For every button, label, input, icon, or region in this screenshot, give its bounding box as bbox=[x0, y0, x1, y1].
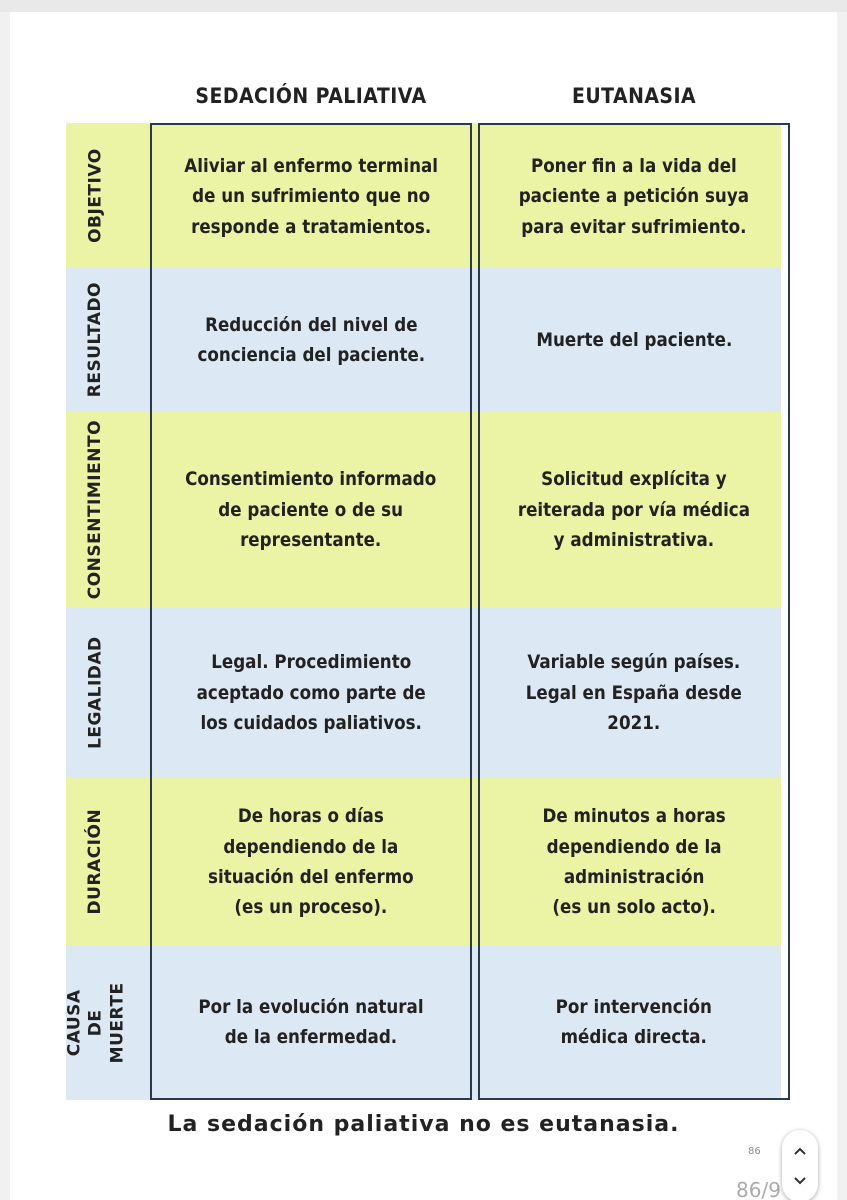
cell-sedacion-consentimiento bbox=[152, 412, 470, 608]
row-label-duracion bbox=[66, 778, 126, 946]
cell-text: Muerte del paciente. bbox=[536, 328, 732, 351]
chevron-down-icon bbox=[793, 1176, 807, 1186]
row-label-consentimiento bbox=[66, 412, 126, 608]
row-label-objetivo bbox=[66, 123, 126, 268]
cell-text: Reducción del nivel de conciencia del paciente. bbox=[197, 313, 425, 366]
cell-text: Variable según países. Legal en España desde 2021. bbox=[525, 651, 743, 735]
cell-eutanasia-causa bbox=[480, 946, 788, 1098]
chevron-up-icon bbox=[793, 1146, 807, 1156]
row-label-text: OBJETIVO bbox=[85, 148, 106, 243]
page-scroll-control bbox=[782, 1130, 818, 1200]
cell-eutanasia-objetivo bbox=[480, 125, 788, 268]
row-label-causa bbox=[66, 946, 126, 1100]
cell-text: Solicitud explícita y reiterada por vía médica y administrativa. bbox=[517, 468, 751, 552]
cell-eutanasia-duracion bbox=[480, 778, 788, 946]
cell-sedacion-causa bbox=[152, 946, 470, 1098]
page-count: 86/9 bbox=[736, 1178, 781, 1200]
footer-caption: La sedación paliativa no es eutanasia. bbox=[167, 1112, 680, 1137]
cell-text: Poner fin a la vida del paciente a petición suya para evitar sufrimiento. bbox=[518, 154, 750, 238]
row-label-resultado bbox=[66, 268, 126, 412]
cell-sedacion-resultado bbox=[152, 268, 470, 412]
cell-text: De horas o días dependiendo de la situación del enfermo (es un proceso). bbox=[208, 805, 414, 919]
row-label-text: DURACIÓN bbox=[85, 809, 106, 915]
header-sedacion: SEDACIÓN PALIATIVA bbox=[195, 84, 427, 108]
scroll-down-button[interactable] bbox=[782, 1166, 818, 1196]
cell-text: Consentimiento informado de paciente o de su representante. bbox=[185, 468, 437, 552]
cell-text: De minutos a horas dependiendo de la administración (es un solo acto). bbox=[542, 805, 726, 919]
cell-sedacion-duracion bbox=[152, 778, 470, 946]
scroll-up-button[interactable] bbox=[782, 1136, 818, 1166]
row-label-text: LEGALIDAD bbox=[85, 636, 106, 750]
row-label-text: CAUSA DE MUERTE bbox=[64, 982, 127, 1064]
page-number: 86 bbox=[748, 1146, 761, 1157]
cell-text: Por intervención médica directa. bbox=[555, 995, 713, 1048]
cell-eutanasia-resultado bbox=[480, 268, 788, 412]
cell-text: Aliviar al enfermo terminal de un sufrimiento que no responde a tratamientos. bbox=[184, 154, 438, 238]
header-eutanasia: EUTANASIA bbox=[571, 84, 697, 108]
row-label-text: CONSENTIMIENTO bbox=[85, 420, 106, 600]
cell-text: Legal. Procedimiento aceptado como parte de los cuidados paliativos. bbox=[196, 651, 426, 735]
cell-sedacion-legalidad bbox=[152, 608, 470, 778]
row-label-text: RESULTADO bbox=[85, 282, 106, 398]
row-label-legalidad bbox=[66, 608, 126, 778]
cell-text: Por la evolución natural de la enfermedad. bbox=[198, 995, 424, 1048]
cell-sedacion-objetivo bbox=[152, 125, 470, 268]
cell-eutanasia-legalidad bbox=[480, 608, 788, 778]
top-bar bbox=[0, 0, 847, 12]
cell-eutanasia-consentimiento bbox=[480, 412, 788, 608]
